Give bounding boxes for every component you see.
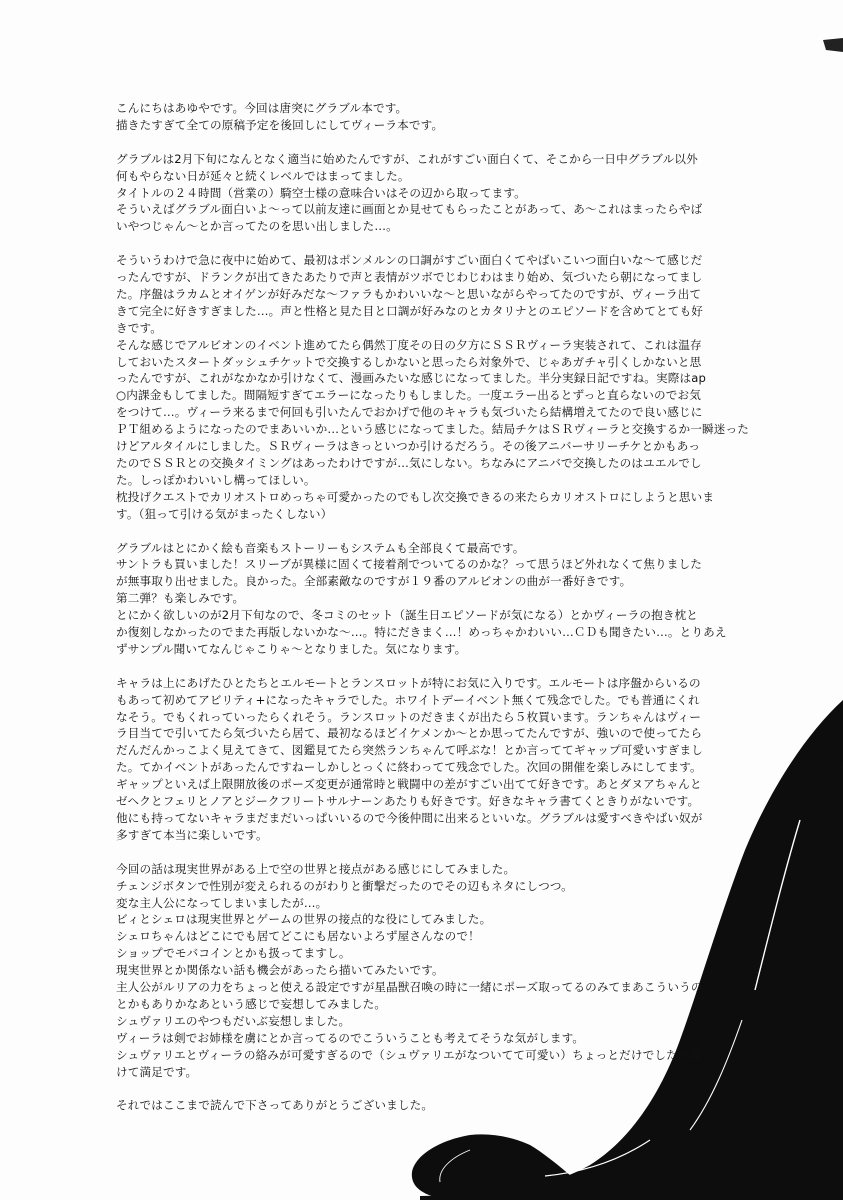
text-line: たのでＳＳＲとの交換タイミングはあったわけですが…気にしない。ちなみにアニバで交換したのはユエルでし [116,456,702,470]
text-line: もあって初めてアビリティ+になったキャラでした。ホワイトデーイベント無くて残念でした。でも普通にくれ [116,692,700,707]
text-line: そういうわけで急に夜中に始めて、最初はポンメルンの口調がすごい面白くてやばいこいつ面白いな～て感じだ [116,253,703,268]
text-line: 主人公がルリアの力をちょっと使える設定ですが星晶獣召喚の時に一緒にポーズ取ってるのみてまあこういうの [116,980,703,995]
text-line: 今回の話は現実世界がある上で空の世界と接点がある感じにしてみました。 [116,861,516,876]
text-line: をつけて…。ヴィーラ来るまで何回も引いたんでおかげで他のキャラも気づいたら結構増えてたので良い感じに [116,405,703,420]
text-line: とかもありかなあという感じで妄想してみました。 [116,996,387,1011]
afterword-paragraph [116,540,728,658]
text-line: た。序盤はラカムとオイゲンが好みだな～ファラもかわいいな～と思いながらやってたのですが、ヴィーラ出て [116,286,702,301]
text-line: きです。 [116,320,163,335]
text-line: 他にも持ってないキャラまだまだいっぱいいるので今後仲間に出来るといいな。グラブルは愛すべきやばい奴が [116,811,703,825]
text-line: だんだんかっこよく見えてきて、図鑑見てたら突然ランちゃんて呼ぶな！とか言っててギャップ可愛いすぎまし [116,743,703,758]
text-line: 変な主人公になってしまいましたが…。 [116,895,328,910]
afterword-paragraph [116,861,728,1081]
text-line: ったんですが、これがなかなか引けなくて、漫画みたいな感じになってました。半分実録日記ですね。実際はap [116,371,706,386]
text-line: 第二弾？も楽しみです。 [116,591,245,606]
afterword-paragraph [116,1097,728,1114]
text-line: た。てかイベントがあったんですねーしかしとっくに終わってて残念でした。次回の開催を楽しみにしてます。 [116,760,702,775]
text-line: しておいたスタートダッシュチケットで交換するしかないと思ったら対象外で、じゃあガチャ引くしかないと思 [116,354,702,369]
afterword-paragraph [116,252,750,523]
text-line: ショップでモバコインとかも扱ってますし。 [116,946,351,961]
text-line: きて完全に好きすぎました…。声と性格と見た目と口調が好みなのとカタリナとのエピソードを含めてとても好 [116,303,703,318]
text-line: 何もやらない日が延々と続くレベルではまってました。 [116,168,410,183]
corner-mark [823,38,843,52]
text-line: 多すぎて本当に楽しいです。 [116,827,268,842]
text-line: ＰＴ組めるようになったのでまあいいか…という感じになってました。結局チケはＳＲヴィーラと交換するか一瞬迷った [116,422,750,437]
text-line: いやつじゃん～とか言ってたのを思い出しました…。 [116,219,398,234]
text-line: そういえばグラブル面白いよ～って以前友達に画面とか見せてもらったことがあって、あ～これはまったらやば [116,202,703,217]
text-line: シュヴァリエのやつもだいぶ妄想しました。 [116,1013,351,1028]
text-line: サントラも買いました！スリーブが異様に固くて接着剤でついてるのかな？って思うほど外れなくて焦りました [116,557,703,572]
text-line: ○内課金もしてました。間隔短すぎてエラーになったりもしました。一度エラー出るとずっと直らないのでお気 [116,388,702,403]
text-line: 枕投げクエストでカリオストロめっちゃ可愛かったのでもし次交換できるの来たらカリオストロにしようと思いま [116,489,715,504]
afterword-text [116,100,750,1131]
afterword-paragraph [116,100,728,134]
text-line: す。（狙って引ける気がまったくしない） [116,506,333,521]
text-line: こんにちはあゆやです。今回は唐突にグラブル本です。 [116,101,408,115]
text-line: ヴィーラは剣でお姉様を虜にとか言ってるのでこういうことも考えてそうな気がします。 [116,1030,585,1045]
text-line: ずサンプル聞いてなんじゃこりゃ～となりました。気になります。 [116,641,467,656]
text-line: か復刻しなかったのでまた再版しないかな～…。特にだきまく…！めっちゃかわいい…ＣＤも聞きたい…。とりあえ [116,625,727,640]
text-line: キャラは上にあげたひとたちとエルモートとランスロットが特にお気に入りです。エルモートは序盤からいるの [116,675,701,690]
afterword-paragraph [116,151,728,236]
text-line: グラブルは2月下旬になんとなく適当に始めたんですが、これがすごい面白くて、そこから一日中グラブル以外 [116,151,698,166]
afterword-paragraph [116,675,728,844]
text-line: タイトルの２４時間（営業の）騎空士様の意味合いはその辺から取ってます。 [116,185,526,200]
text-line: ビィとシェロは現実世界とゲームの世界の接点的な役にしてみました。 [116,912,492,927]
text-line: そんな感じでアルビオンのイベント進めてたら偶然丁度その日の夕方にＳＳＲヴィーラ実装されて、これは温存 [116,337,702,352]
text-line: グラブルはとにかく絵も音楽もストーリーもシステムも全部良くて最高です。 [116,540,525,555]
text-line: それではここまで読んで下さってありがとうございました。 [116,1098,434,1113]
text-line: 現実世界とか関係ない話も機会があったら描いてみたいです。 [116,963,444,978]
text-line: ラ目当てで引いてたら気づいたら居て、最初なるほどイケメンか～とか思ってたんですが、強いので使ってたら [116,726,703,741]
foot-tip [412,1134,600,1200]
text-line: シェロちゃんはどこにでも居てどこにも居ないよろず屋さんなので！ [116,929,480,944]
text-line: 描きたすぎて全ての原稿予定を後回しにしてヴィーラ本です。 [116,117,444,132]
text-line: ゼヘクとフェリとノアとジークフリートサルナーンあたりも好きです。好きなキャラ書てくときりがないです。 [116,794,700,809]
text-line: けどアルタイルにしました。ＳＲヴィーラはきっといつか引けるだろう。その後アニバーサリーチケとかもあっ [116,439,701,454]
text-line: シュヴァリエとヴィーラの絡みが可愛すぎるので（シュヴァリエがなついてて可愛い）ちょっとだけでしたが描 [116,1047,702,1062]
text-line: ったんですが、ドランクが出てきたあたりで声と表情がツボでじわじわはまり始め、気づいたら朝になってまし [116,270,703,285]
text-line: なそう。でもくれっていったらくれそう。ランスロットのだきまくが出たら５枚買います。ランちゃんはヴィー [116,709,701,724]
text-line: た。しっぽかわいいし構ってほしい。 [116,472,316,487]
text-line: が無事取り出せました。良かった。全部素敵なのですが１９番のアルビオンの曲が一番好きです。 [116,574,632,589]
text-line: けて満足です。 [116,1064,198,1079]
text-line: とにかく欲しいのが2月下旬なので、冬コミのセット（誕生日エピソードが気になる）とかヴィーラの抱き枕と [116,608,699,623]
text-line: チェンジボタンで性別が変えられるのがわりと衝撃だったのでその辺もネタにしつつ。 [116,878,573,893]
text-line: ギャップといえば上限開放後のポーズ変更が通常時と戦闘中の差がすごい出てて好きです。あとダヌアちゃんと [116,777,702,792]
